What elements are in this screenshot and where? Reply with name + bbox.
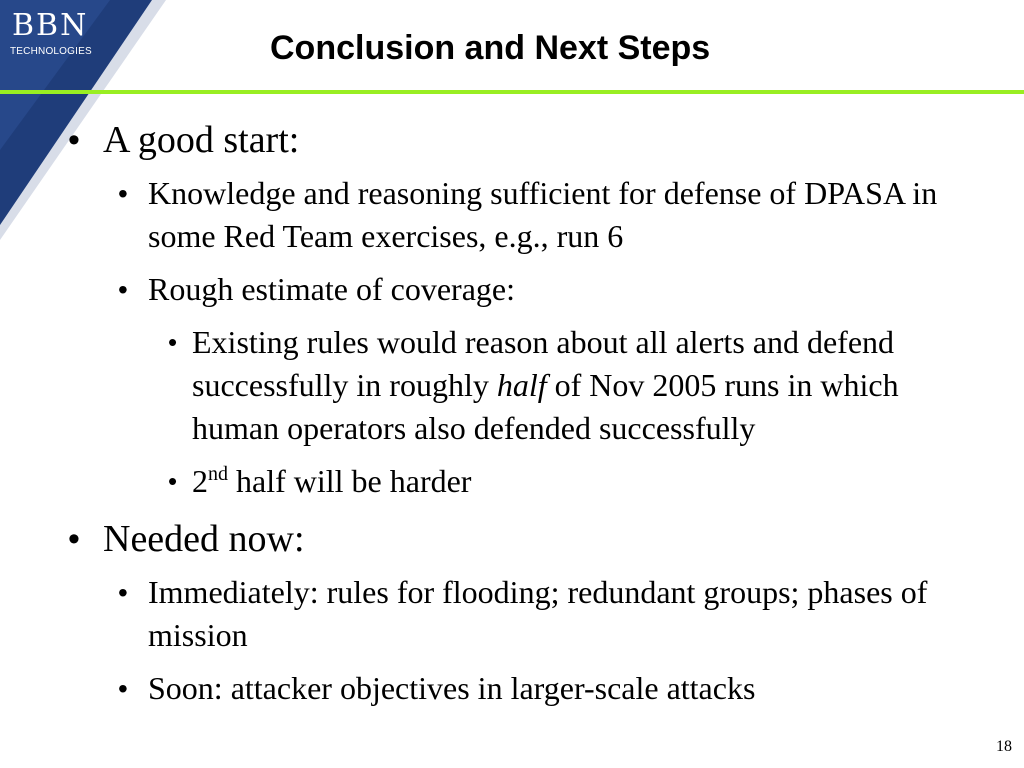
ordinal-number: 2 xyxy=(192,463,208,499)
title-divider xyxy=(0,90,1024,94)
emphasis-half: half xyxy=(496,367,547,403)
bullet-dot-icon: • xyxy=(68,520,80,558)
logo-subtitle: TECHNOLOGIES xyxy=(10,46,92,57)
bullet-text: Knowledge and reasoning sufficient for defense of DPASA in some Red Team exercises, e.g., run 6 xyxy=(148,175,938,254)
bbn-logo xyxy=(10,10,110,60)
bullet-soon xyxy=(0,667,1024,710)
bullet-text: Rough estimate of coverage: xyxy=(148,271,515,307)
bullet-text-part: Existing rules would reason about all alerts and defend successfully in roughly xyxy=(192,324,895,403)
bullet-dot-icon: • xyxy=(168,327,178,357)
bullet-dot-icon: • xyxy=(68,121,80,159)
slide-title: Conclusion and Next Steps xyxy=(270,29,711,67)
bullet-text-part: of Nov 2005 runs in which human operators also defended successfully xyxy=(192,367,899,446)
bullet-text: Soon: attacker objectives in larger-scale attacks xyxy=(148,670,756,706)
bullet-existing-rules xyxy=(0,321,1024,450)
bullet-dot-icon: • xyxy=(118,274,128,305)
bullet-dot-icon: • xyxy=(118,178,128,209)
bullet-text: Immediately: rules for flooding; redundant groups; phases of mission xyxy=(148,574,928,653)
bullet-knowledge xyxy=(0,172,1024,258)
bullet-dot-icon: • xyxy=(118,577,128,608)
bullet-text-part: half will be harder xyxy=(228,463,472,499)
ordinal-suffix: nd xyxy=(208,463,228,485)
slide-content xyxy=(0,118,1024,710)
bullet-needed-now xyxy=(0,517,1024,561)
bullet-second-half xyxy=(0,460,1024,503)
bullet-rough-estimate xyxy=(0,268,1024,311)
bullet-dot-icon: • xyxy=(168,466,178,496)
page-number: 18 xyxy=(996,738,1012,755)
bullet-text: Needed now: xyxy=(103,518,305,560)
bullet-dot-icon: • xyxy=(118,673,128,704)
bullet-text: A good start: xyxy=(103,119,300,161)
bullet-good-start xyxy=(0,118,1024,162)
logo-wordmark: BBN xyxy=(12,8,89,43)
bullet-immediately xyxy=(0,571,1024,657)
